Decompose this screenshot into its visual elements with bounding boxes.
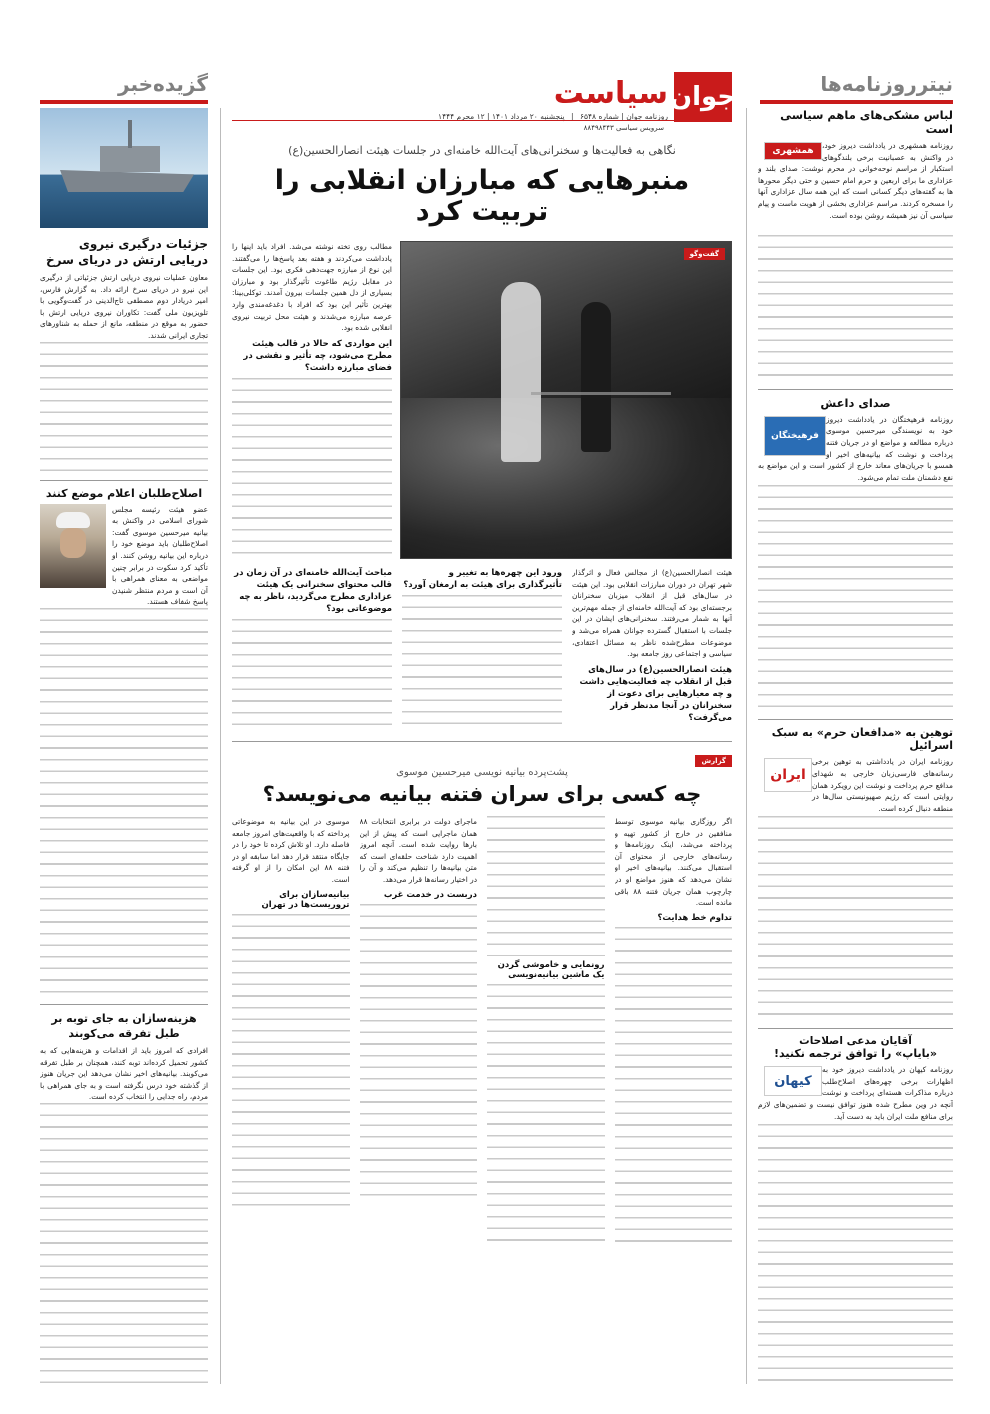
text-block-filler [758,485,953,713]
article-text-col1: مطالب روی تخته نوشته می‌شد. افراد باید اینها را یادداشت می‌کردند و هفته بعد پاسخ‌ها را می‌گفتند. این نوع از مبارزه جهت‌دهی فکری بود. این جلسات در مقابل رژیم طاغوت تأثیرگذار بود و مبارزان بسیاری از دل همین جلسات بیرون آمدند. توکلی‌بینا: بهترین تأثیر این بود که افراد با دغدغه‌مندی وارد عرصه مبارزه می‌شدند و هیئت محل تربیت نیروی انقلابی شده بود. این مواردی که حالا در قالب هیئت مطرح می‌شود، چه تأثیر و نقشی در فضای مبارزه داشت؟ [232,241,392,559]
text-block-filler [402,595,562,731]
story-headline: توهین به «مدافعان حرم» به سبک اسرائیل [771,726,953,753]
story-headline: اصلاح‌طلبان اعلام موضع کنند [45,486,203,500]
text-block-filler [232,914,350,1214]
face-shape [60,528,86,558]
second-story [232,741,732,1246]
main-kicker: نگاهی به فعالیت‌ها و سخنرانی‌های آیت‌الله خامنه‌ای در جلسات هیئت انصارالحسین(ع) [288,144,676,157]
main-photo [400,241,732,559]
left-section-title: گزیده‌خبر [118,72,208,96]
story-costmakers [40,1011,208,1390]
story-daesh [758,396,953,714]
story-body-continued [758,221,953,233]
subhead: تداوم خط هدایت؟ [657,912,732,923]
iran-logo: ایران [764,758,812,792]
ship-deck [100,146,160,172]
story-libas [758,108,953,383]
text-block-filler [758,235,953,383]
portrait-photo [40,504,106,588]
story-body: روزنامه فرهیختگان در یادداشت دیروز خود به نویسندگی میرحسین موسوی درباره مطالعه و مواضع او در جریان فتنه پرداخت و نوشت که بیانیه‌های اخیر او همسو با جریان‌های معاند خارج از کشور است و این مواضع به نفع دشمنان ملت تمام می‌شود. [758,414,953,482]
ship-mast [128,120,132,148]
second-headline: چه کسی برای سران فتنه بیانیه می‌نویسد؟ [262,782,702,806]
story-headline: صدای داعش [820,395,891,410]
second-col3: ماجرای دولت در برابری انتخابات ۸۸ همان ماجرایی است که پیش از این بارها روایت شده است. آنچه امروز اهمیت دارد شناخت حلقه‌ای است که متن بیانیه‌ها را تنظیم می‌کند و آن را در اختیار رسانه‌ها قرار می‌دهد. دربست در خدمت غرب [360,816,478,1246]
second-col2 [487,816,605,1246]
story-body: افرادی که امروز باید از اقدامات و هزینه‌هایی که به کشور تحمیل کرده‌اند توبه کنند، همچنان بر طبل تفرقه می‌کوبند. بیانیه‌های اخیر نشان می‌دهد این جریان هنوز از گذشته خود درس نگرفته است و به جای همراهی با مردم، راه جدایی را انتخاب کرده است. [40,1045,208,1102]
text-block-filler [40,608,208,998]
text-block-filler [40,1103,208,1390]
paper-logo: جوان [674,72,732,122]
right-section-bar [760,100,953,104]
story-headline: لباس مشکی‌های ماهم سیاسی است [780,108,953,136]
article-text-col4 [232,567,392,731]
right-column [758,108,953,1390]
interview-question: این مواردی که حالا در قالب هیئت مطرح می‌شود، چه تأثیر و نقشی در فضای مبارزه داشت؟ [243,338,392,373]
story-body: روزنامه همشهری در یادداشت دیروز خود، در واکنش به عصبانیت برخی بلندگوهای استکبار از مراسم نوحه‌خوانی در محرم نوشت: صدای بلند و عزاداری ما برای اربعین و حرم امام حسین و حتی دیگر محورها ها به گفته‌های دیگر کسانی است که این همه سال عزاداری آنها را مسخره کردند. مراسم عزاداری بخشی از هویت ماست و پیام سیاسی آن نیز همیشه روشن بوده است. [758,141,953,220]
story-headline: «بایاپ» را توافق ترجمه نکنید! [774,1047,937,1061]
text-block-filler [487,816,605,956]
text-block-filler [615,927,733,1246]
interview-question: مباحث آیت‌الله خامنه‌ای در آن زمان در قالب محتوای سخنرانی یک هیئت عزاداری مطرح می‌گردید، ناظر به چه موضوعاتی بود؟ [234,568,392,614]
turban-shape [56,512,90,528]
main-headline: منبرهایی که مبارزان انقلابی را تربیت کرد [274,165,690,227]
article-text-col2: هیئت انصارالحسین(ع) از مجالس فعال و اثرگذار شهر تهران در دوران مبارزات انقلابی بود. این هیئت در سال‌های قبل از انقلاب میزبان سخنرانان برجسته‌ای بود که آیت‌الله خامنه‌ای از جمله مهم‌ترین آنها به شمار می‌رفتند. سخنرانی‌های ایشان در این جلسات با استقبال گسترده جوانان همراه می‌شد و موضوعات مطرح‌شده ناظر به مسائل اعتقادی، سیاسی و اجتماعی روز جامعه بود. هیئت انصارالحسین(ع) در سال‌های قبل از انقلاب چه فعالیت‌هایی داشت و چه معیارهایی برای دعوت از سخنرانان در آنجا مدنظر قرار می‌گرفت؟ [572,568,732,723]
service-line: سرویس سیاسی ۸۸۴۹۸۴۴۳ [583,124,664,132]
story-headline: جزئیات درگیری نیروی دریایی ارتش در دریای سرخ [46,237,208,267]
masthead [232,72,737,132]
tag-report: گزارش [695,755,732,767]
ship-hull [60,170,194,192]
interview-question: هیئت انصارالحسین(ع) در سال‌های قبل از انقلاب چه فعالیت‌هایی داشت و چه معیارهایی برای دعوت از سخنرانان در آنجا مدنظر قرار می‌گرفت؟ [579,664,732,723]
story-reformists-stance [40,487,208,998]
story-body: عضو هیئت رئیسه مجلس شورای اسلامی در واکنش به بیانیه میرحسین موسوی گفت: اصلاح‌طلبان باید موضع خود را درباره این بیانیه روشن کنند. او تأکید کرد سکوت در برابر چنین مواضعی به معنای همراهی با آن است و مردم منتظر شنیدن پاسخ شفاف هستند. [112,504,208,607]
text-block-filler [758,816,953,1022]
microphones [531,392,671,452]
hamshahri-logo: همشهری [764,142,822,160]
subhead: رونمایی و خاموشی گردن یک ماشین بیانیه‌نویسی [497,960,605,980]
interview-question: ورود این چهره‌ها به تغییر و تأثیرگذاری برای هیئت به ارمغان آورد؟ [403,568,562,590]
story-body: معاون عملیات نیروی دریایی ارتش جزئیاتی از درگیری این نیرو در دریای سرخ ارائه داد. به گزارش فارس، امیر دریادار دوم مصطفی تاج‌الدینی در گفت‌وگویی با تلویزیون ملی گفت: تکاوران نیروی دریایی ارتش با حضور به موقع در منطقه، مانع از حمله به شناورهای تجاری ایرانی شدند. [40,273,208,340]
text-block-filler [487,984,605,1244]
tag-interview: گفت‌وگو [684,248,725,260]
center-column [232,134,732,1390]
text-block-filler [758,1124,953,1390]
edition-line: روزنامه جوان | شماره ۶۵۴۸ | پنجشنبه ۲۰ مرداد ۱۴۰۱ | ۱۲ محرم ۱۴۴۴ [438,112,668,121]
story-insult [758,726,953,1022]
column-rule [220,108,221,1384]
text-block-filler [232,378,392,558]
subhead: بیانیه‌سازان برای تروریست‌ها در تهران [261,889,350,910]
text-block-filler [360,904,478,1204]
story-reformists [758,1035,953,1390]
story-headline: هزینه‌سازان به جای توبه بر طبل تفرقه می‌کوبند [51,1011,197,1040]
second-col4: موسوی در این بیانیه به موضوعاتی پرداخته که با واقعیت‌های امروز جامعه فاصله دارد. او تلاش کرده تا خود را در جایگاه منتقد قرار دهد اما سابقه او در فتنه ۸۸ این امکان را از او گرفته است. بیانیه‌سازان برای تروریست‌ها در تهران [232,816,350,1246]
subhead: دربست در خدمت غرب [383,889,477,900]
second-kicker: پشت‌پرده بیانیه نویسی میرحسین موسوی [396,767,568,778]
warship-photo [40,108,208,228]
story-kicker: آقایان مدعی اصلاحات [799,1035,912,1048]
story-body: روزنامه کیهان در یادداشت دیروز خود به اظهارات برخی چهره‌های اصلاح‌طلب درباره مذاکرات هسته‌ای پرداخت و نوشت آنچه در وین مطرح شده هنوز توافق نیست و تضمین‌های لازم برای منافع ملت ایران باید به دست آید. [758,1065,953,1121]
second-col1: اگر روزگاری بیانیه موسوی توسط منافقین در خارج از کشور تهیه و پرداخته می‌شد، اینک روزنامه‌ها و رسانه‌های خارجی از محتوای آن استقبال می‌کنند. بیانیه‌های اخیر او نشان می‌دهد که هنوز مواضع او در چارچوب همان جریان فتنه ۸۸ باقی مانده است. تداوم خط هدایت؟ [615,816,733,1246]
section-logo: سیاست [553,76,668,111]
text-block-filler [40,342,208,474]
article-text-col3 [402,567,562,731]
story-navy [40,236,208,474]
right-section-title: نیترروزنامه‌ها [820,72,953,96]
text-block-filler [232,619,392,731]
kayhan-logo: کیهان [764,1066,822,1096]
story-body: روزنامه ایران در یادداشتی به توهین برخی رسانه‌های فارسی‌زبان خارجی به شهدای مدافع حرم پرداخت و نوشت این رویکرد همان روایتی است که رژیم صهیونیستی سال‌ها در منطقه دنبال کرده است. [812,757,953,813]
left-section-bar [40,100,208,104]
column-rule [746,108,747,1384]
left-column [40,108,208,1390]
farhikhtegan-logo: فرهیختگان [764,416,826,456]
